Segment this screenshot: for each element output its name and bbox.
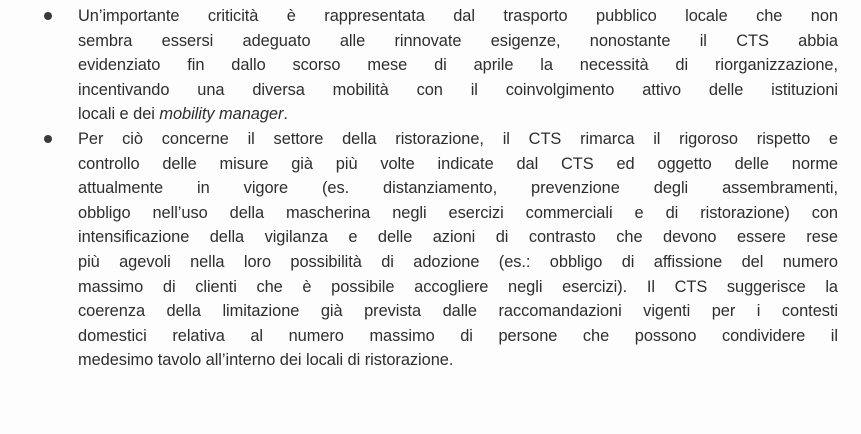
text-line: domestici relativa al numero massimo di persone che possono condividere il	[78, 326, 838, 345]
text-line	[78, 102, 838, 127]
text-fragment: .	[283, 105, 288, 124]
bullet-dot-icon	[44, 135, 52, 143]
text-line: coerenza della limitazione già prevista dalle raccomandazioni vigenti per i contesti	[78, 302, 838, 321]
text-line: più agevoli nella loro possibilità di adozione (es.: obbligo di affissione del numero	[78, 252, 838, 271]
bullet-dot-icon	[44, 12, 52, 20]
text-line: incentivando una diversa mobilità con il coinvolgimento attivo delle istituzioni	[78, 80, 838, 99]
text-line: intensificazione della vigilanza e delle azioni di contrasto che devono essere rese	[78, 228, 838, 247]
paragraph-text	[78, 4, 838, 127]
text-line: obbligo nell’uso della mascherina negli esercizi commerciali e di ristorazione) con	[78, 203, 838, 222]
bullet-list	[38, 4, 838, 373]
text-line: medesimo tavolo all’interno dei locali di ristorazione.	[78, 351, 454, 370]
text-line: controllo delle misure già più volte indicate dal CTS ed oggetto delle norme	[78, 154, 838, 173]
text-line: Per ciò concerne il settore della ristorazione, il CTS rimarca il rigoroso rispetto e	[78, 129, 838, 148]
bullet-item-restaurants	[38, 127, 838, 373]
text-fragment: locali e dei	[78, 105, 160, 124]
text-line: Un’importante criticità è rappresentata dal trasporto pubblico locale che non	[78, 7, 838, 25]
text-line: evidenziato fin dallo scorso mese di aprile la necessità di riorganizzazione,	[78, 56, 838, 75]
bullet-item-public-transport	[38, 4, 838, 127]
italic-term: mobility manager	[159, 105, 284, 124]
text-line: attualmente in vigore (es. distanziamento, prevenzione degli assembramenti,	[78, 179, 838, 198]
text-line: sembra essersi adeguato alle rinnovate esigenze, nonostante il CTS abbia	[78, 31, 838, 50]
text-line: massimo di clienti che è possibile accogliere negli esercizi). Il CTS suggerisce la	[78, 277, 838, 296]
paragraph-text	[78, 127, 838, 373]
